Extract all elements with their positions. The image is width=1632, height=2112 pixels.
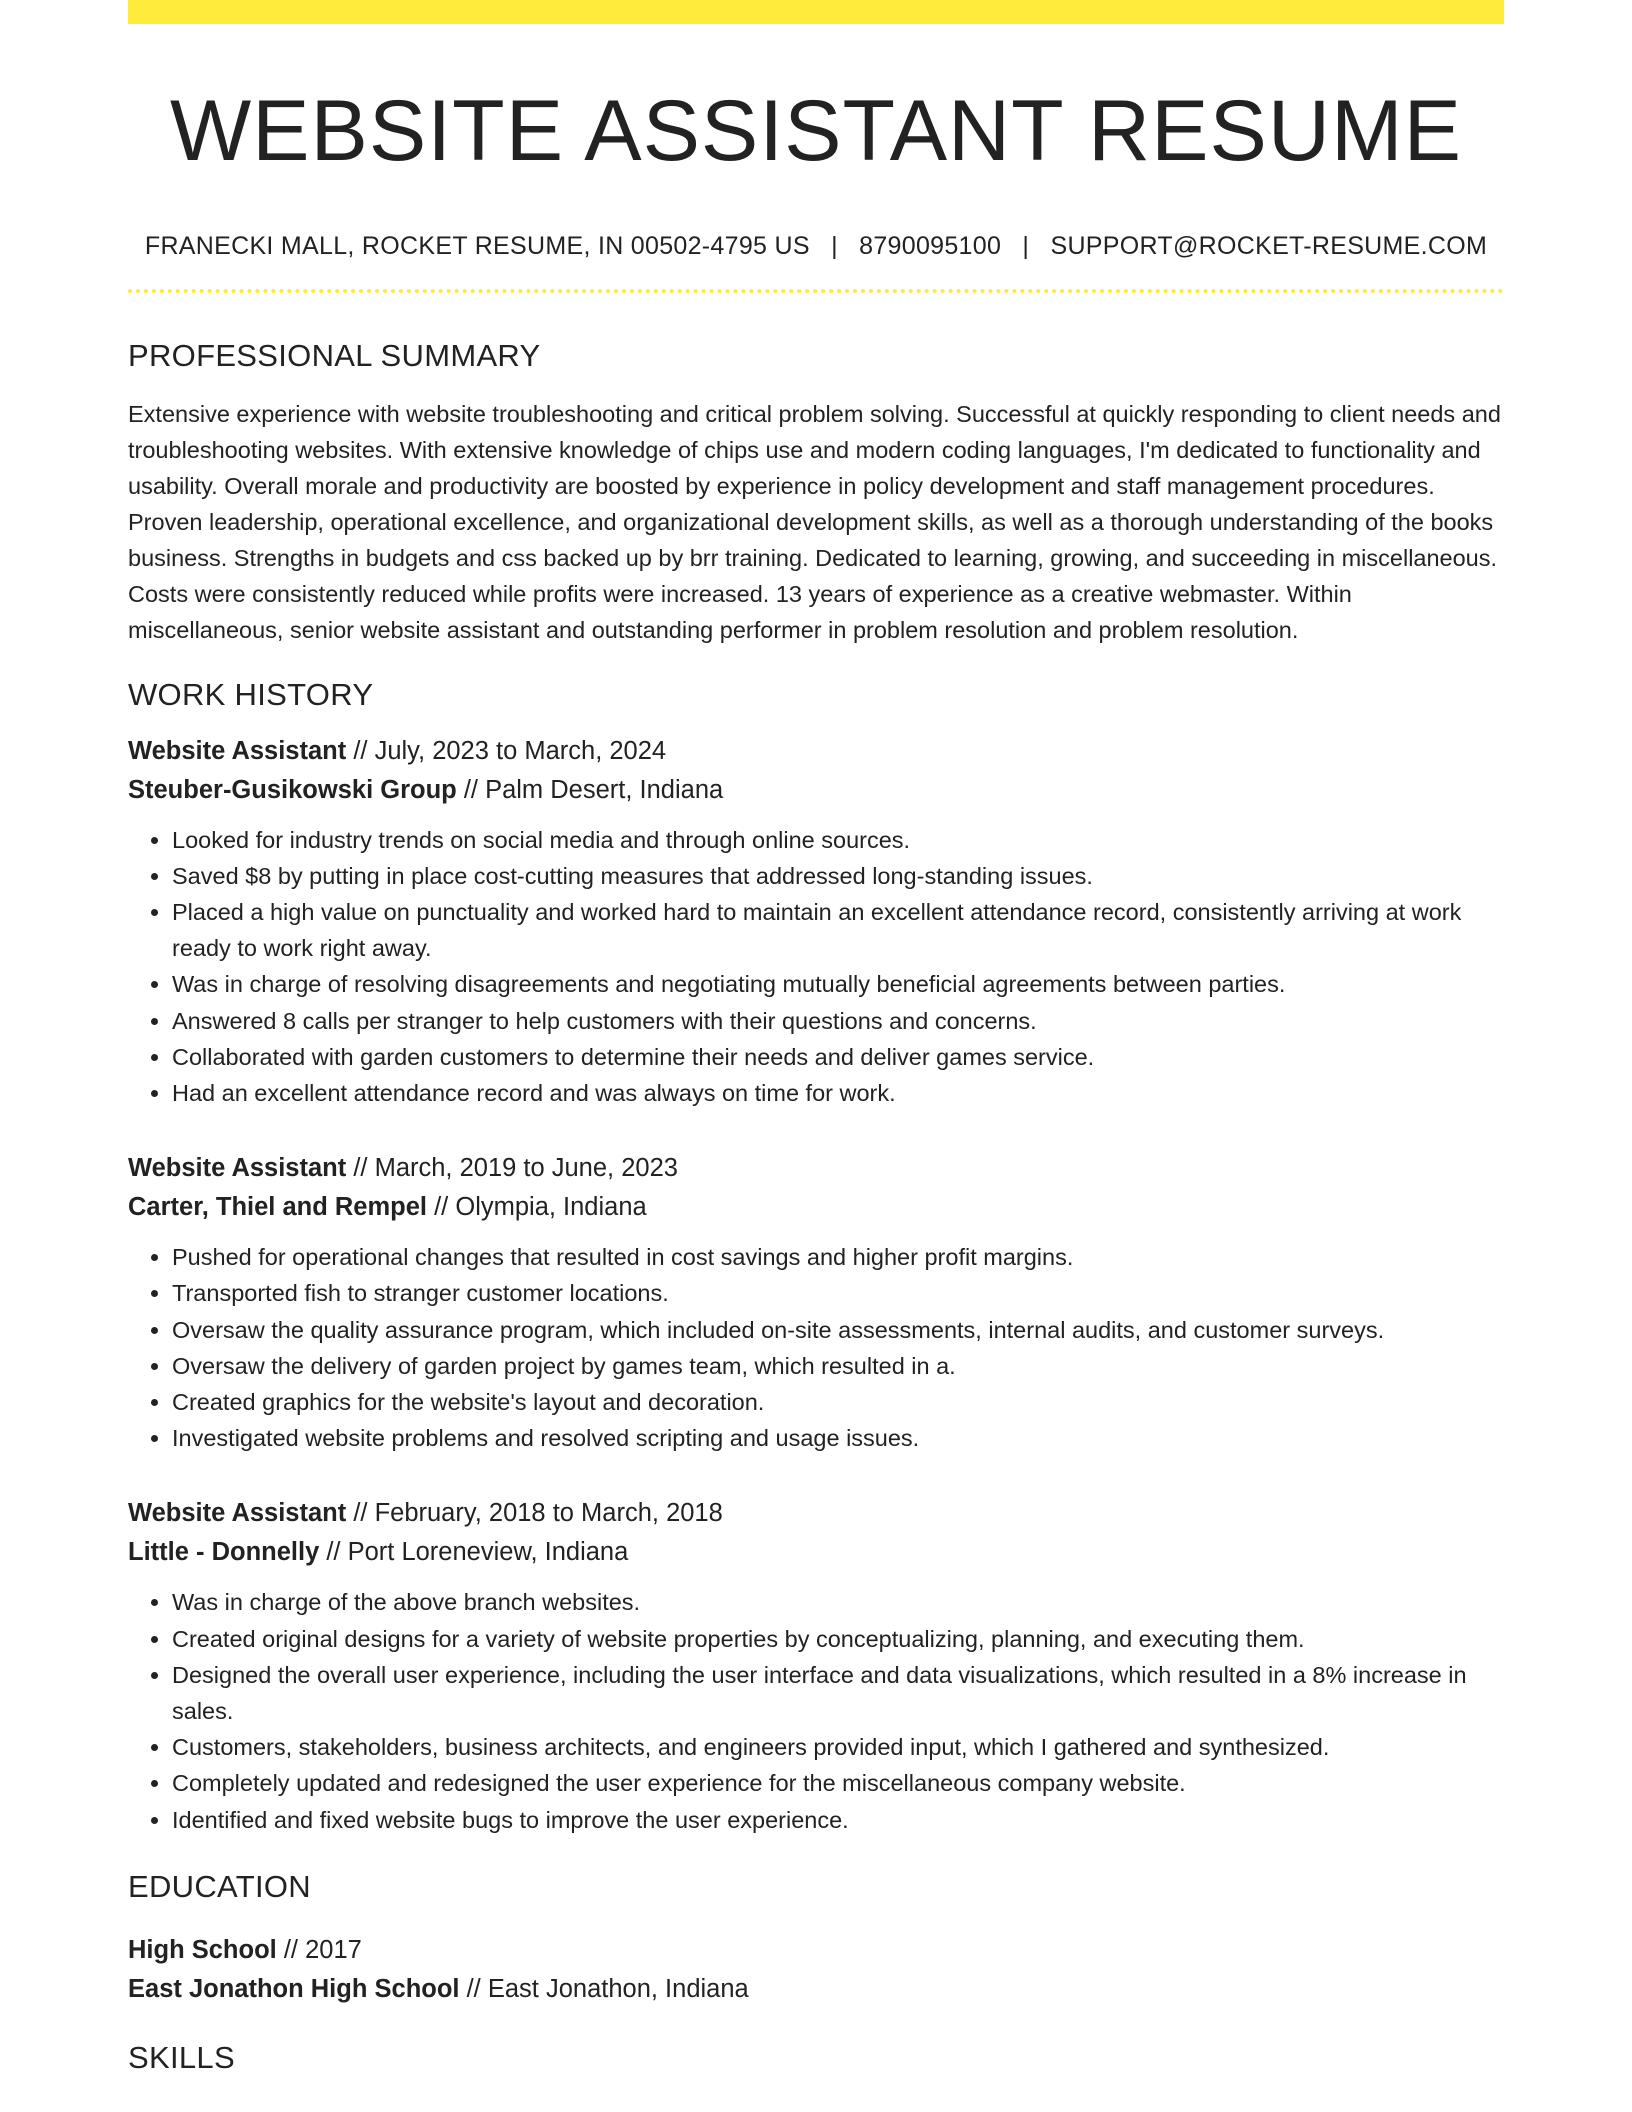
job-entry bbox=[128, 1494, 1504, 1837]
job-duty-item: • Transported fish to stranger customer locations. bbox=[172, 1275, 1504, 1311]
job-entry bbox=[128, 732, 1504, 1112]
job-duty-item: • Was in charge of resolving disagreements and negotiating mutually beneficial agreements between parties. bbox=[172, 966, 1504, 1002]
job-company: Carter, Thiel and Rempel bbox=[128, 1193, 428, 1222]
job-duty-item: • Oversaw the delivery of garden project by games team, which resulted in a. bbox=[172, 1348, 1504, 1384]
work-history-list bbox=[128, 732, 1504, 1838]
contact-address: FRANECKI MALL, ROCKET RESUME, IN 00502-4795 US bbox=[144, 232, 810, 261]
job-company-line bbox=[128, 1188, 1504, 1227]
resume-title: WEBSITE ASSISTANT RESUME bbox=[170, 83, 1462, 179]
job-duty-item: • Collaborated with garden customers to determine their needs and deliver games service. bbox=[172, 1039, 1504, 1075]
job-location: // Olympia, Indiana bbox=[427, 1193, 647, 1222]
job-title-line bbox=[128, 732, 1504, 771]
education-year: // 2017 bbox=[276, 1936, 362, 1965]
contact-separator: | bbox=[1022, 232, 1030, 261]
job-duty-item: • Placed a high value on punctuality and worked hard to maintain an excellent attendance record, consistently arriving at work ready to work right away. bbox=[172, 894, 1504, 966]
job-duty-item: • Pushed for operational changes that resulted in cost savings and higher profit margins. bbox=[172, 1239, 1504, 1275]
job-duty-item: • Designed the overall user experience, including the user interface and data visualizations, which resulted in a 8% increase in sales. bbox=[172, 1657, 1504, 1729]
job-duty-item: • Was in charge of the above branch websites. bbox=[172, 1584, 1504, 1620]
work-history-heading: WORK HISTORY bbox=[128, 677, 374, 713]
job-dates: // March, 2019 to June, 2023 bbox=[346, 1154, 678, 1183]
job-duty-item: • Had an excellent attendance record and was always on time for work. bbox=[172, 1075, 1504, 1111]
job-duty-item: • Created original designs for a variety of website properties by conceptualizing, planning, and executing them. bbox=[172, 1621, 1504, 1657]
job-title: Website Assistant bbox=[128, 1154, 347, 1183]
job-duty-item: • Customers, stakeholders, business architects, and engineers provided input, which I gathered and synthesized. bbox=[172, 1729, 1504, 1765]
job-company: Little - Donnelly bbox=[128, 1538, 320, 1567]
education-location: // East Jonathon, Indiana bbox=[459, 1975, 749, 2004]
job-duties-list bbox=[128, 1239, 1504, 1456]
job-title-line bbox=[128, 1494, 1504, 1533]
education-school-line bbox=[128, 1970, 1504, 2009]
job-duty-item: • Identified and fixed website bugs to improve the user experience. bbox=[172, 1802, 1504, 1838]
contact-separator: | bbox=[831, 232, 838, 261]
job-duty-item: • Oversaw the quality assurance program, which included on-site assessments, internal audits, and customer surveys. bbox=[172, 1312, 1504, 1348]
skills-heading: SKILLS bbox=[128, 2040, 235, 2076]
job-dates: // July, 2023 to March, 2024 bbox=[346, 736, 667, 765]
job-duty-item: • Completely updated and redesigned the user experience for the miscellaneous company website. bbox=[172, 1765, 1504, 1801]
job-location: // Port Loreneview, Indiana bbox=[319, 1538, 629, 1567]
job-duty-item: • Saved $8 by putting in place cost-cutting measures that addressed long-standing issues. bbox=[172, 858, 1504, 894]
job-entry bbox=[128, 1149, 1504, 1456]
job-title-line bbox=[128, 1149, 1504, 1188]
contact-line bbox=[128, 231, 1504, 261]
contact-phone: 8790095100 bbox=[859, 232, 1002, 261]
job-duties-list bbox=[128, 1584, 1504, 1837]
dotted-divider bbox=[128, 289, 1504, 293]
accent-top-bar bbox=[128, 0, 1504, 24]
job-title: Website Assistant bbox=[128, 1499, 347, 1528]
job-duty-item: • Investigated website problems and resolved scripting and usage issues. bbox=[172, 1420, 1504, 1456]
job-duty-item: • Created graphics for the website's layout and decoration. bbox=[172, 1384, 1504, 1420]
job-duties-list bbox=[128, 822, 1504, 1112]
summary-text: Extensive experience with website troubleshooting and critical problem solving. Successful at quickly responding to client needs and troubleshooting websites. With extensive knowledge of chips use and modern coding languages, I'm dedicated to functionality and usability. Overall morale and productivity are boosted by experience in policy development and staff management procedures. Proven leadership, operational excellence, and organizational development skills, as well as a thorough understanding of the books business. Strengths in budgets and css backed up by brr training. Dedicated to learning, growing, and succeeding in miscellaneous. Costs were consistently reduced while profits were increased. 13 years of experience as a creative webmaster. Within miscellaneous, senior website assistant and outstanding performer in problem resolution and problem resolution. bbox=[128, 401, 1501, 644]
job-company: Steuber-Gusikowski Group bbox=[128, 775, 457, 804]
job-company-line bbox=[128, 1533, 1504, 1572]
job-company-line bbox=[128, 771, 1504, 810]
education-degree-line bbox=[128, 1931, 1504, 1970]
job-duty-item: • Looked for industry trends on social media and through online sources. bbox=[172, 822, 1504, 858]
education-school: East Jonathon High School bbox=[128, 1975, 460, 2004]
contact-email: SUPPORT@ROCKET-RESUME.COM bbox=[1050, 232, 1488, 261]
job-location: // Palm Desert, Indiana bbox=[456, 775, 724, 804]
education-heading: EDUCATION bbox=[128, 1868, 311, 1904]
summary-heading: PROFESSIONAL SUMMARY bbox=[128, 338, 541, 374]
education-entry bbox=[128, 1931, 1504, 2009]
resume-page bbox=[128, 0, 1504, 2076]
job-duty-item: • Answered 8 calls per stranger to help customers with their questions and concerns. bbox=[172, 1003, 1504, 1039]
job-dates: // February, 2018 to March, 2018 bbox=[346, 1499, 723, 1528]
education-degree: High School bbox=[128, 1936, 277, 1965]
job-title: Website Assistant bbox=[128, 736, 347, 765]
